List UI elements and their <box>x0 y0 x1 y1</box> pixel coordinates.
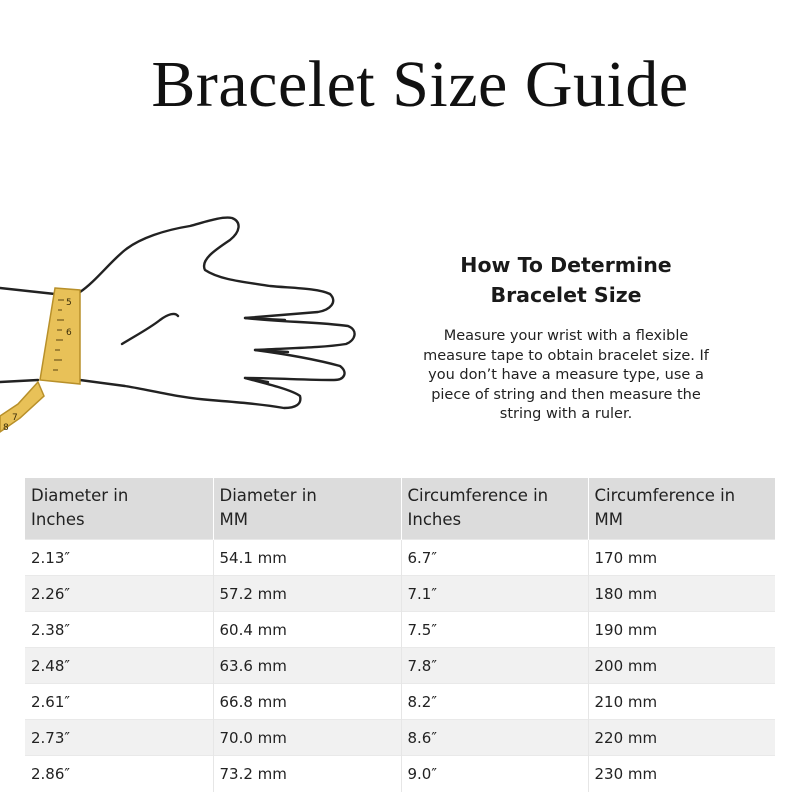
table-cell: 2.61″ <box>25 684 213 720</box>
table-cell: 66.8 mm <box>213 684 401 720</box>
column-header-circumference-inches: Circumference in Inches <box>401 478 588 540</box>
column-header-circumference-mm: Circumference in MM <box>588 478 775 540</box>
table-row <box>25 720 775 756</box>
table-row <box>25 612 775 648</box>
table-cell: 70.0 mm <box>213 720 401 756</box>
table-row <box>25 648 775 684</box>
table-cell: 57.2 mm <box>213 576 401 612</box>
table-cell: 220 mm <box>588 720 775 756</box>
table-cell: 2.73″ <box>25 720 213 756</box>
tape-number: 6 <box>66 328 72 338</box>
table-cell: 210 mm <box>588 684 775 720</box>
instructions-heading <box>416 250 716 310</box>
table-row <box>25 576 775 612</box>
instructions-line: string with a ruler. <box>499 406 633 422</box>
size-table <box>25 478 775 792</box>
instructions-text <box>404 327 728 425</box>
table-row <box>25 756 775 792</box>
measuring-tape-icon <box>0 288 80 433</box>
heading-line: How To Determine <box>460 253 672 277</box>
table-cell: 54.1 mm <box>213 540 401 576</box>
tape-number: 7 <box>12 413 18 423</box>
table-cell: 60.4 mm <box>213 612 401 648</box>
column-header-diameter-inches: Diameter in Inches <box>25 478 213 540</box>
table-row <box>25 684 775 720</box>
table-cell: 8.2″ <box>401 684 588 720</box>
table-cell: 2.26″ <box>25 576 213 612</box>
page-title: Bracelet Size Guide <box>151 48 689 121</box>
table-cell: 170 mm <box>588 540 775 576</box>
table-cell: 230 mm <box>588 756 775 792</box>
tape-number: 8 <box>3 423 9 433</box>
instructions-line: measure tape to obtain bracelet size. If <box>423 347 709 364</box>
table-row <box>25 540 775 576</box>
table-cell: 9.0″ <box>401 756 588 792</box>
table-cell: 6.7″ <box>401 540 588 576</box>
table-cell: 2.48″ <box>25 648 213 684</box>
table-cell: 190 mm <box>588 612 775 648</box>
table-cell: 200 mm <box>588 648 775 684</box>
tape-number: 5 <box>66 298 72 308</box>
instructions-line: Measure your wrist with a flexible <box>443 328 689 344</box>
instructions-line: piece of string and then measure the <box>431 386 701 403</box>
instructions-line: you don’t have a measure type, use a <box>428 367 704 383</box>
heading-line: Bracelet Size <box>490 283 642 307</box>
table-cell: 2.13″ <box>25 540 213 576</box>
table-cell: 8.6″ <box>401 720 588 756</box>
table-cell: 7.1″ <box>401 576 588 612</box>
table-cell: 7.5″ <box>401 612 588 648</box>
column-header-diameter-mm: Diameter in MM <box>213 478 401 540</box>
table-cell: 2.86″ <box>25 756 213 792</box>
table-cell: 180 mm <box>588 576 775 612</box>
table-cell: 73.2 mm <box>213 756 401 792</box>
table-cell: 63.6 mm <box>213 648 401 684</box>
hand-with-measuring-tape-icon <box>0 210 370 440</box>
table-header-row <box>25 478 775 540</box>
table-cell: 2.38″ <box>25 612 213 648</box>
table-cell: 7.8″ <box>401 648 588 684</box>
